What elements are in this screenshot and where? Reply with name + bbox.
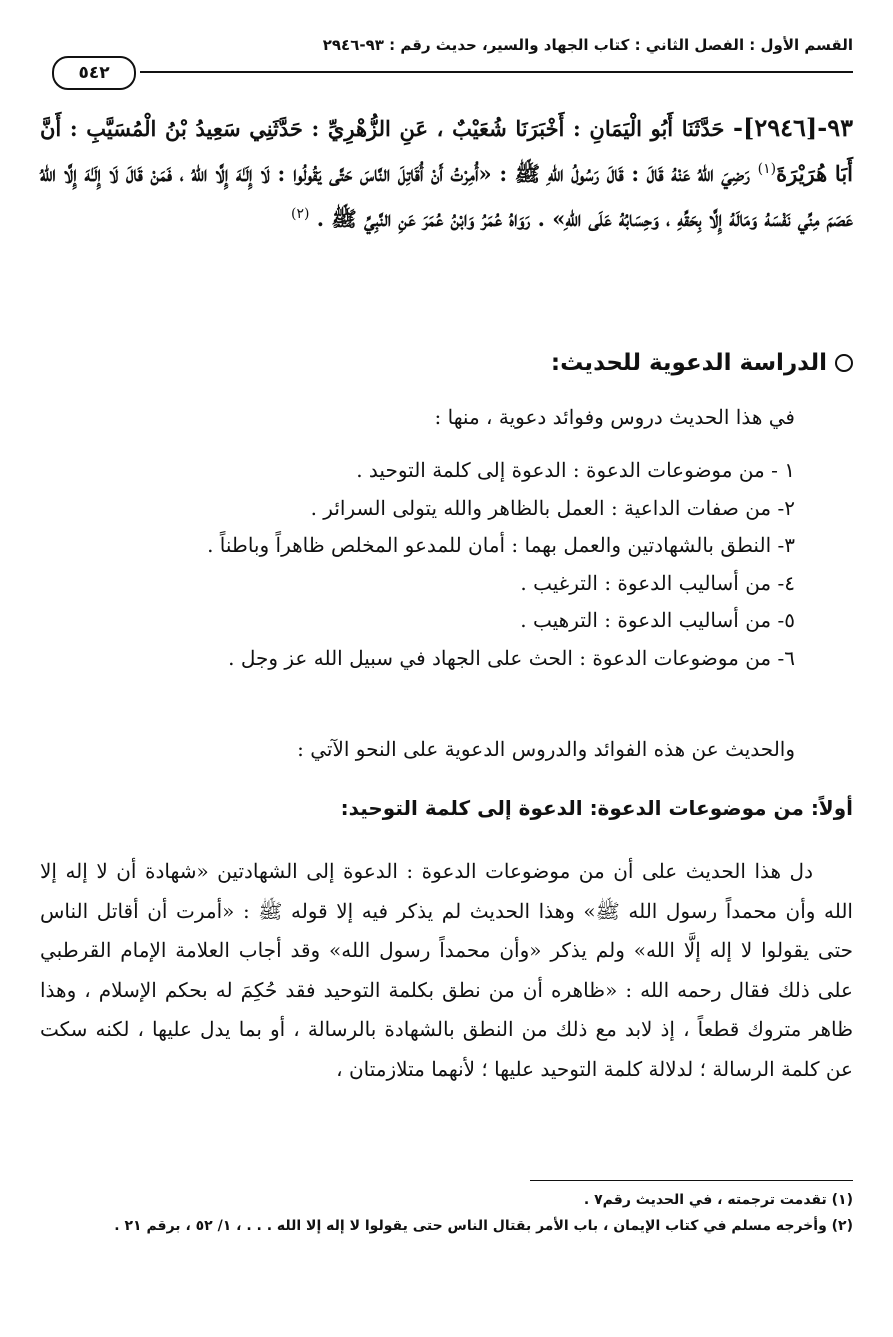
footnote-ref-2: (٢) — [290, 206, 310, 222]
list-item: ٢- من صفات الداعية : العمل بالظاهر والله يتولى السرائر . — [310, 495, 795, 520]
lessons-list — [40, 452, 795, 677]
list-item: ٦- من موضوعات الدعوة : الحث على الجهاد في سبيل الله عز وجل . — [228, 645, 795, 670]
list-item: ١ - من موضوعات الدعوة : الدعوة إلى كلمة التوحيد . — [356, 458, 795, 482]
footnote-2: (٢) وأخرجه مسلم في كتاب الإيمان ، باب الأمر بقتال الناس حتى يقولوا لا إله إلا الله . . . ، ١/ ٥٢ ، برقم ٢١ . — [114, 1218, 853, 1234]
hadith-text — [40, 108, 853, 239]
running-header: القسم الأول : الفصل الثاني : كتاب الجهاد والسير، حديث رقم : ٩٣-٢٩٤٦ — [322, 36, 853, 54]
body-paragraph-text: دل هذا الحديث على أن من موضوعات الدعوة : الدعوة إلى الشهادتين «شهادة أن لا إله إلا الله وأن محمداً رسول الله ﷺ» وهذا الحديث لم يذكر فيه إلا قوله ﷺ : «أمرت أن أقاتل الناس حتى يقولوا لا إله إلَّا الله» ولم يذكر «وأن محمداً رسول الله» وقد أجاب العلامة الإمام القرطبي على ذلك فقال رحمه الله : «ظاهره أن من نطق بكلمة التوحيد فقد حُكِمَ له بحكم الإسلام ، وهذا ظاهر متروك قطعاً ، إذ لابد مع ذلك من النطق بالشهادة بالرسالة ، أو بما يدل عليها ، لكنه سكت عن كلمة الرسالة ؛ لدلالة كلمة التوحيد عليها ؛ لأنهما متلازمتان ، — [40, 859, 853, 1081]
circle-bullet-icon — [835, 354, 853, 372]
section-outro: والحديث عن هذه الفوائد والدروس الدعوية على النحو الآتي : — [297, 737, 795, 761]
section-intro: في هذا الحديث دروس وفوائد دعوية ، منها : — [434, 405, 795, 429]
section-heading-text: الدراسة الدعوية للحديث: — [550, 350, 827, 376]
hadith-number: ٩٣-[٢٩٤٦]- — [733, 113, 854, 142]
hadith-matn: رَضِيَ اللهُ عَنْهُ قَالَ : قَالَ رَسُولُ اللهِ ﷺ : «أُمِرْتُ أَنْ أُقَاتِلَ النَّاسَ حَتَّى يَقُولُوا : لَا إِلَـٰهَ إِلَّا اللهُ ، فَمَنْ قَالَ لَا إِلَـٰهَ إِلَّا اللهُ عَصَمَ مِنِّي نَفْسَهُ وَمَالَهُ إِلَّا بِحَقِّهِ ، وَحِسَابُهُ عَلَى اللهِ» . رَوَاهُ عُمَرُ وَابْنُ عُمَرَ عَنِ النَّبِيِّ ﷺ . — [40, 161, 853, 231]
footnote-1: (١) تقدمت ترجمته ، في الحديث رقم٧ . — [583, 1192, 853, 1208]
list-item: ٣- النطق بالشهادتين والعمل بهما : أمان للمدعو المخلص ظاهراً وباطناً . — [207, 533, 795, 557]
footnotes — [40, 1187, 853, 1239]
list-item: ٥- من أساليب الدعوة : الترهيب . — [520, 608, 795, 632]
header-rule — [140, 71, 853, 73]
footnote-ref-1: (١) — [757, 161, 777, 177]
footnote-rule — [530, 1180, 853, 1181]
subsection-heading: أولاً: من موضوعات الدعوة: الدعوة إلى كلمة التوحيد: — [340, 796, 853, 820]
body-paragraph — [40, 852, 853, 1089]
page-number-badge: ٥٤٢ — [52, 56, 136, 90]
section-heading — [40, 350, 853, 376]
list-item: ٤- من أساليب الدعوة : الترغيب . — [520, 570, 795, 595]
hadith-isnad: حَدَّثَنَا أَبُو الْيَمَانِ : أَخْبَرَنَا شُعَيْبٌ ، عَنِ الزُّهْرِيِّ : حَدَّثَنِي سَعِيدُ بْنُ الْمُسَيَّبِ : أَنَّ أَبَا هُرَيْرَةَ — [40, 116, 853, 186]
